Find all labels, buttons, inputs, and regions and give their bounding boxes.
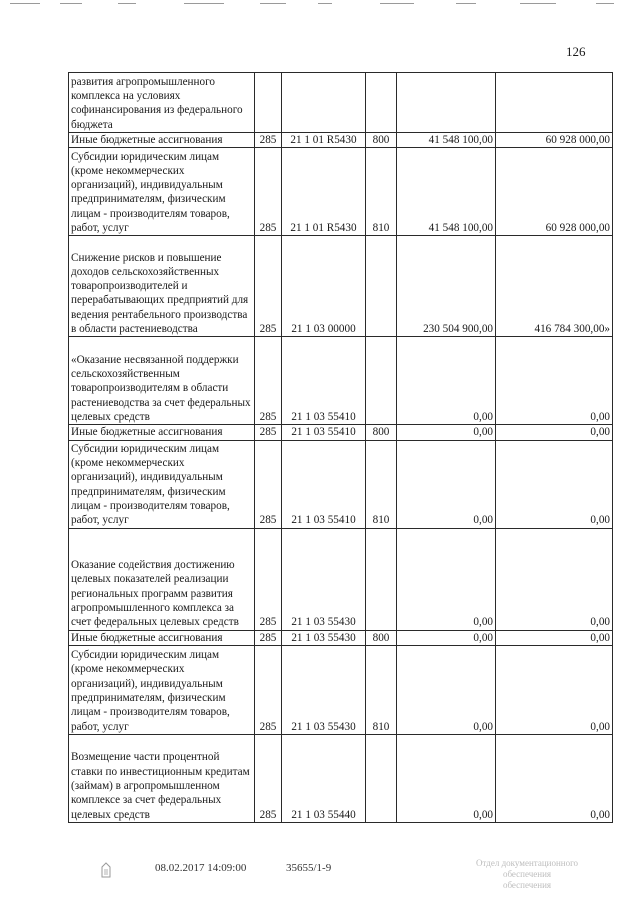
row-target-code: 21 1 03 55430	[282, 630, 366, 645]
document-icon	[100, 862, 112, 878]
row-amount-1: 41 548 100,00	[397, 133, 496, 148]
table-row	[69, 133, 613, 148]
row-name: «Оказание несвязанной поддержки сельскохозяйственным товаропроизводителям в области растениеводства за счет федеральных целевых средств	[69, 337, 255, 425]
row-name: Иные бюджетные ассигнования	[69, 630, 255, 645]
row-name: Возмещение части процентной ставки по инвестиционным кредитам (займам) в агропромышленном комплексе за счет федеральных целевых средств	[69, 734, 255, 822]
row-amount-1: 0,00	[397, 425, 496, 440]
row-admin-code: 285	[255, 630, 282, 645]
row-target-code: 21 1 03 55430	[282, 528, 366, 630]
stamp-line-1: Отдел документационного обеспечения	[475, 858, 579, 879]
row-admin-code: 285	[255, 148, 282, 236]
row-amount-1: 41 548 100,00	[397, 148, 496, 236]
row-admin-code: 285	[255, 528, 282, 630]
footer-date: 08.02.2017 14:09:00	[155, 862, 247, 874]
row-name: Субсидии юридическим лицам (кроме некоммерческих организаций), индивидуальным предпринимателям, физическим лицам - производителям товаров, работ, услуг	[69, 148, 255, 236]
table-row	[69, 440, 613, 528]
row-name: Субсидии юридическим лицам (кроме некоммерческих организаций), индивидуальным предпринимателям, физическим лицам - производителям товаров, работ, услуг	[69, 645, 255, 734]
row-target-code: 21 1 03 55410	[282, 440, 366, 528]
table-row	[69, 236, 613, 337]
budget-table	[68, 72, 613, 823]
row-name: Иные бюджетные ассигнования	[69, 425, 255, 440]
row-amount-2: 0,00	[496, 440, 613, 528]
row-name: Снижение рисков и повышение доходов сельскохозяйственных товаропроизводителей и перерабатывающих предприятий для ведения рентабельного производства в области растениеводства	[69, 236, 255, 337]
row-amount-2: 60 928 000,00	[496, 133, 613, 148]
row-target-code: 21 1 01 R5430	[282, 148, 366, 236]
row-expense-type: 810	[366, 148, 397, 236]
row-target-code: 21 1 03 55430	[282, 645, 366, 734]
row-target-code: 21 1 01 R5430	[282, 133, 366, 148]
table-row	[69, 630, 613, 645]
row-amount-2: 0,00	[496, 645, 613, 734]
row-expense-type	[366, 528, 397, 630]
row-amount-2: 0,00	[496, 528, 613, 630]
row-target-code: 21 1 03 55440	[282, 734, 366, 822]
row-amount-2: 0,00	[496, 734, 613, 822]
row-amount-1	[397, 73, 496, 133]
row-amount-2: 60 928 000,00	[496, 148, 613, 236]
row-amount-1: 0,00	[397, 630, 496, 645]
row-amount-2: 416 784 300,00»	[496, 236, 613, 337]
row-target-code	[282, 73, 366, 133]
row-name: развития агропромышленного комплекса на условиях софинансирования из федерального бюджета	[69, 73, 255, 133]
registration-stamp	[452, 858, 602, 891]
row-amount-2	[496, 73, 613, 133]
footer-doc-number: 35655/1-9	[286, 862, 332, 874]
row-admin-code: 285	[255, 236, 282, 337]
row-expense-type: 800	[366, 425, 397, 440]
row-expense-type: 810	[366, 645, 397, 734]
row-admin-code: 285	[255, 425, 282, 440]
row-amount-2: 0,00	[496, 337, 613, 425]
row-admin-code: 285	[255, 133, 282, 148]
row-expense-type: 800	[366, 630, 397, 645]
row-target-code: 21 1 03 55410	[282, 425, 366, 440]
row-target-code: 21 1 03 00000	[282, 236, 366, 337]
row-amount-2: 0,00	[496, 425, 613, 440]
row-expense-type	[366, 73, 397, 133]
row-amount-1: 0,00	[397, 337, 496, 425]
table-row	[69, 734, 613, 822]
table-row	[69, 148, 613, 236]
row-amount-1: 0,00	[397, 645, 496, 734]
table-row	[69, 425, 613, 440]
row-amount-2: 0,00	[496, 630, 613, 645]
row-admin-code	[255, 73, 282, 133]
page-number: 126	[566, 44, 586, 59]
row-expense-type: 810	[366, 440, 397, 528]
row-name: Субсидии юридическим лицам (кроме некоммерческих организаций), индивидуальным предпринимателям, физическим лицам - производителям товаров, работ, услуг	[69, 440, 255, 528]
row-target-code: 21 1 03 55410	[282, 337, 366, 425]
row-name: Иные бюджетные ассигнования	[69, 133, 255, 148]
table-row	[69, 73, 613, 133]
row-amount-1: 230 504 900,00	[397, 236, 496, 337]
row-expense-type	[366, 236, 397, 337]
row-admin-code: 285	[255, 645, 282, 734]
row-amount-1: 0,00	[397, 440, 496, 528]
row-expense-type: 800	[366, 133, 397, 148]
row-amount-1: 0,00	[397, 734, 496, 822]
row-admin-code: 285	[255, 440, 282, 528]
row-expense-type	[366, 734, 397, 822]
row-admin-code: 285	[255, 734, 282, 822]
row-expense-type	[366, 337, 397, 425]
stamp-line-2: обеспечения	[502, 880, 552, 890]
row-name: Оказание содействия достижению целевых показателей реализации региональных программ развития агропромышленного комплекса за счет федеральных целевых средств	[69, 528, 255, 630]
row-admin-code: 285	[255, 337, 282, 425]
scan-edge-marks	[0, 0, 640, 10]
table-row	[69, 337, 613, 425]
table-row	[69, 645, 613, 734]
table-row	[69, 528, 613, 630]
row-amount-1: 0,00	[397, 528, 496, 630]
